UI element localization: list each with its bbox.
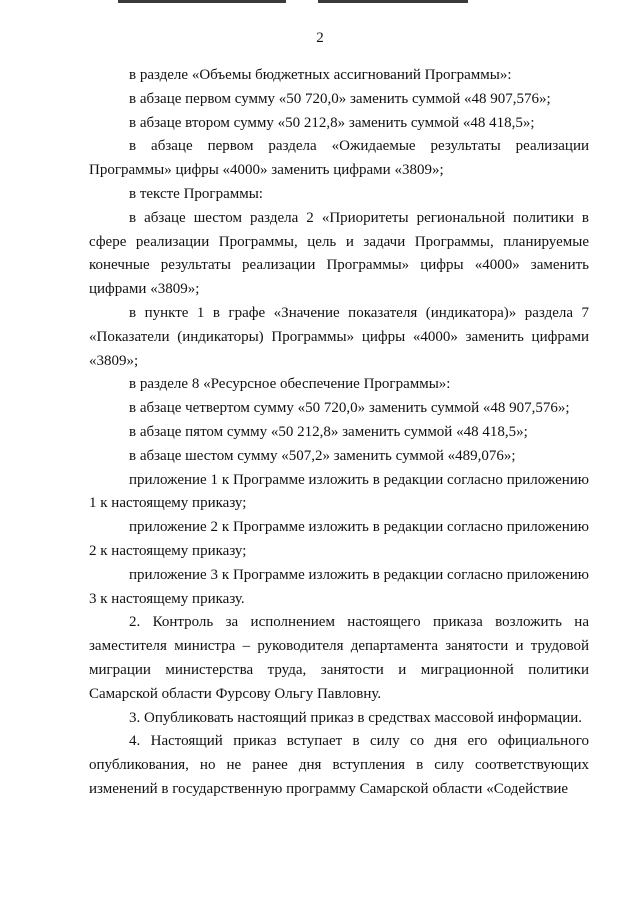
paragraph-14: приложение 3 к Программе изложить в редакции согласно приложению 3 к настоящему приказу. <box>89 566 589 607</box>
paragraph-12: приложение 1 к Программе изложить в редакции согласно приложению 1 к настоящему приказу; <box>89 471 589 512</box>
page-number: 2 <box>316 30 324 46</box>
paragraph-5: в тексте Программы: <box>129 185 263 202</box>
paragraph-15: 2. Контроль за исполнением настоящего приказа возложить на заместителя министра – руководителя департамента занятости и трудовой миграции министерства труда, занятости и миграционной политики Самарской области Фурсову Ольгу Павловну. <box>89 614 589 702</box>
paragraph-9: в абзаце четвертом сумму «50 720,0» заменить суммой «48 907,576»; <box>129 400 570 417</box>
scan-edge-mark <box>318 0 468 3</box>
scan-edge-mark <box>118 0 286 3</box>
document-body <box>89 64 589 802</box>
paragraph-13: приложение 2 к Программе изложить в редакции согласно приложению 2 к настоящему приказу; <box>89 519 589 559</box>
paragraph-11: в абзаце шестом сумму «507,2» заменить суммой «489,076»; <box>129 447 516 464</box>
paragraph-1: в разделе «Объемы бюджетных ассигнований Программы»: <box>129 67 512 83</box>
paragraph-17: 4. Настоящий приказ вступает в силу со дня его официального опубликования, но не ранее дня вступления в силу соответствующих изменений в государственную программу Самарской области «Содействие <box>89 733 589 797</box>
paragraph-6: в абзаце шестом раздела 2 «Приоритеты региональной политики в сфере реализации Программы, цель и задачи Программы, планируемые конечные результаты реализации Программы» цифры «4000» заменить цифрами «3809»; <box>89 209 589 298</box>
paragraph-8: в разделе 8 «Ресурсное обеспечение Программы»: <box>129 376 451 393</box>
paragraph-3: в абзаце втором сумму «50 212,8» заменить суммой «48 418,5»; <box>129 114 535 131</box>
paragraph-16: 3. Опубликовать настоящий приказ в средствах массовой информации. <box>129 709 583 726</box>
paragraph-4: в абзаце первом раздела «Ожидаемые результаты реализации Программы» цифры «4000» заменить цифрами «3809»; <box>89 138 589 179</box>
paragraph-10: в абзаце пятом сумму «50 212,8» заменить суммой «48 418,5»; <box>129 423 528 440</box>
paragraph-2: в абзаце первом сумму «50 720,0» заменить суммой «48 907,576»; <box>129 90 551 107</box>
paragraph-7: в пункте 1 в графе «Значение показателя (индикатора)» раздела 7 «Показатели (индикаторы) Программы» цифры «4000» заменить цифрами «3809»; <box>89 304 589 369</box>
